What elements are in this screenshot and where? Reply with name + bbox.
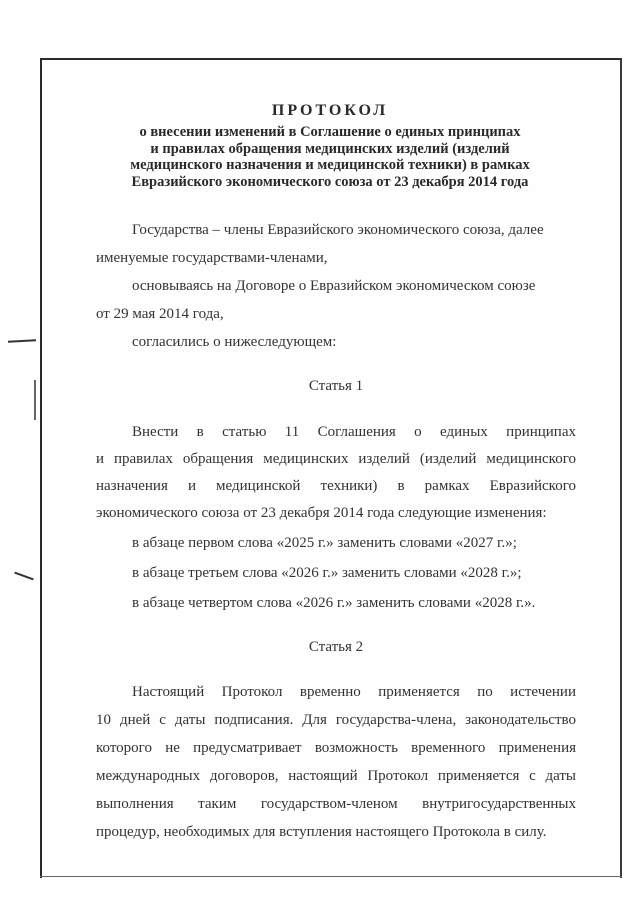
scan-frame-top (40, 58, 622, 60)
article-2-line: процедур, необходимых для вступления настоящего Протокола в силу. (96, 824, 547, 840)
preamble-line: Государства – члены Евразийского экономического союза, далее (132, 222, 544, 238)
scan-frame-bottom (40, 876, 622, 877)
article-2-line: которого не предусматривает возможность временного применения (96, 740, 576, 756)
subtitle-line: и правилах обращения медицинских изделий (изделий (150, 140, 510, 157)
preamble-line: от 29 мая 2014 года, (96, 306, 224, 322)
preamble-line: именуемые государствами-членами, (96, 250, 328, 266)
article-1-line: Внести в статью 11 Соглашения о единых принципах (132, 424, 576, 440)
subtitle-line: Евразийского экономического союза от 23 декабря 2014 года (131, 173, 529, 190)
article-1-item: в абзаце первом слова «2025 г.» заменить словами «2027 г.»; (132, 535, 517, 551)
article-1-item: в абзаце третьем слова «2026 г.» заменить словами «2028 г.»; (132, 565, 522, 581)
article-2-line: Настоящий Протокол временно применяется по истечении (132, 684, 576, 700)
document-title: ПРОТОКОЛ (271, 102, 389, 119)
subtitle-line: о внесении изменений в Соглашение о единых принципах (139, 124, 521, 140)
scan-frame-right (620, 58, 622, 878)
subtitle-line: медицинского назначения и медицинской техники) в рамках (130, 157, 530, 173)
article-2-line: 10 дней с даты подписания. Для государства-члена, законодательство (96, 712, 576, 728)
article-1-line: и правилах обращения медицинских изделий (изделий медицинского (96, 451, 576, 467)
scan-frame-left (40, 58, 42, 878)
article-1-heading: Статья 1 (308, 378, 364, 394)
article-2-heading: Статья 2 (308, 639, 364, 655)
scan-mark (8, 339, 36, 342)
article-2-line: международных договоров, настоящий Протокол применяется с даты (96, 768, 576, 784)
preamble-line: согласились о нижеследующем: (132, 334, 337, 350)
article-1-item: в абзаце четвертом слова «2026 г.» заменить словами «2028 г.». (132, 595, 536, 611)
article-2-line: выполнения таким государством-членом внутригосударственных (96, 796, 576, 812)
article-1-line: экономического союза от 23 декабря 2014 года следующие изменения: (96, 505, 547, 521)
document-subtitle (60, 124, 600, 190)
scan-mark (14, 572, 33, 581)
scan-mark (34, 380, 36, 420)
article-1-line: назначения и медицинской техники) в рамках Евразийского (96, 478, 576, 494)
preamble-line: основываясь на Договоре о Евразийском экономическом союзе (132, 278, 536, 294)
